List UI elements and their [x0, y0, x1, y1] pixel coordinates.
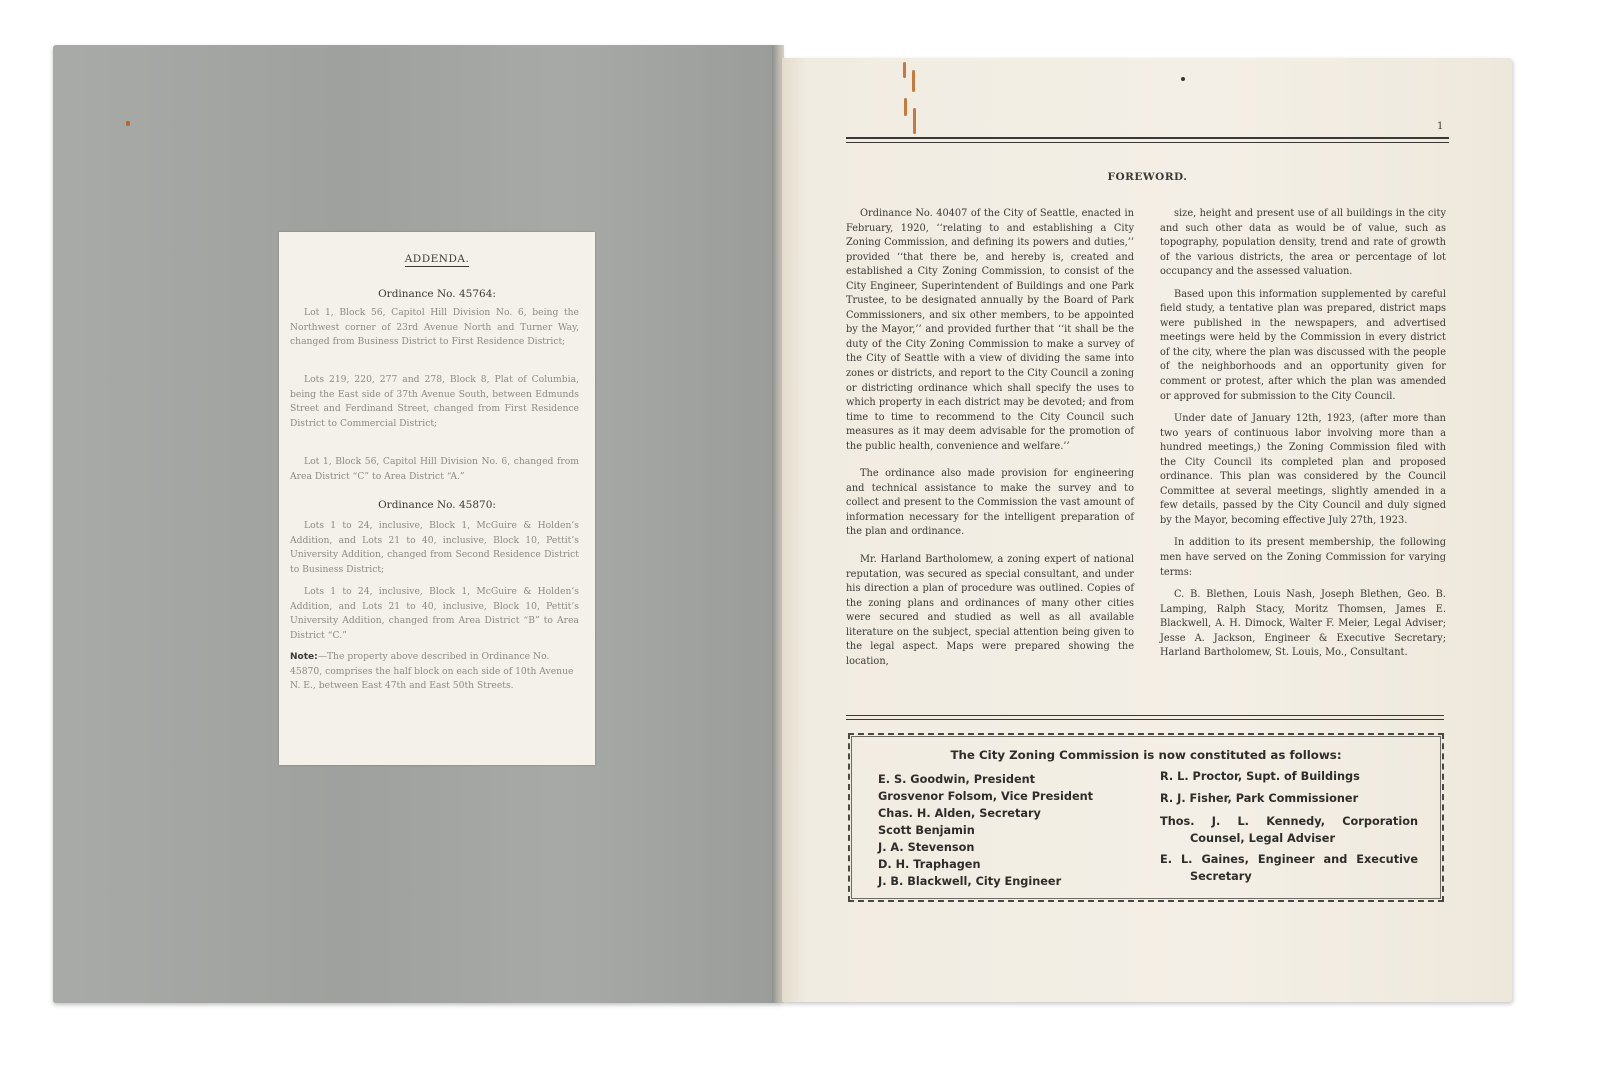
note-text: —The property above described in Ordinance No. 45870, comprises the half block on each side of 10th Avenue N. E., between East 47th and East 50th Streets.	[290, 651, 574, 692]
addenda-paragraph: Lot 1, Block 56, Capitol Hill Division No. 6, being the Northwest corner of 23rd Avenue North and Turner Way, changed from Business District to First Residence District;	[290, 307, 579, 348]
footer-rule	[846, 715, 1444, 716]
foreword-paragraph: The ordinance also made provision for engineering and technical assistance to make the survey and to collect and present to the Commission the vast amount of information necessary for the intelligent preparation of the plan and ordinance.	[846, 468, 1134, 538]
ordinance-45764-heading: Ordinance No. 45764:	[378, 288, 496, 300]
foreword-paragraph: Based upon this information supplemented by careful field study, a tentative plan was prepared, district maps were published in the newspapers, and advertised meetings were held by the Commission in every district of the city, where the plan was discussed with the people of the neighborhoods and an opportunity given for comment or protest, after which the plan was amended or approved for submission to the City Council.	[1160, 288, 1446, 402]
page-number: 1	[1437, 121, 1444, 132]
commission-member: Scott Benjamin	[878, 824, 975, 837]
commission-member: R. L. Proctor, Supt. of Buildings	[1160, 770, 1360, 783]
addenda-note	[290, 650, 579, 694]
addenda-paragraph: Lots 1 to 24, inclusive, Block 1, McGuire & Holden’s Addition, and Lots 21 to 40, inclusive, Block 10, Pettit’s University Addition, changed from Area District “B” to Area District “C.”	[290, 586, 579, 641]
commission-member: Thos. J. L. Kennedy, Corporation Counsel, Legal Adviser	[1160, 815, 1418, 845]
foreword-paragraph: In addition to its present membership, the following men have served on the Zoning Commission for varying terms:	[1160, 537, 1446, 578]
foreword-paragraph: size, height and present use of all buildings in the city and such other data as would be of value, such as topography, population density, trend and rate of growth of the various districts, the area or percentage of lot occupancy and the assessed valuation.	[1160, 208, 1446, 278]
commission-member: E. L. Gaines, Engineer and Executive Secretary	[1160, 853, 1418, 883]
commission-member: R. J. Fisher, Park Commissioner	[1160, 792, 1359, 805]
header-rule	[846, 137, 1449, 139]
addenda-title: ADDENDA.	[404, 253, 470, 265]
addenda-slip	[279, 232, 595, 765]
rust-stain	[912, 70, 915, 92]
commission-box	[848, 733, 1444, 902]
rust-stain	[913, 108, 916, 134]
header-rule	[846, 142, 1449, 143]
note-label: Note:	[290, 652, 318, 662]
foreword-paragraph: Under date of January 12th, 1923, (after more than two years of continuous labor involving more than a hundred meetings,) the Zoning Commission filed with the City Council its completed plan and proposed ordinance. This plan was considered by the Council Committee at several meetings, slightly amended in a few details, passed by the City Council and duly signed by the Mayor, becoming effective July 27th, 1923.	[1160, 413, 1446, 526]
commission-member: Grosvenor Folsom, Vice President	[878, 790, 1094, 803]
foreword-paragraph: Mr. Harland Bartholomew, a zoning expert of national reputation, was secured as special consultant, and under his direction a plan of procedure was outlined. Copies of the zoning plans and ordinances of many other cities were secured and studied as well as all available literature on the subject, special attention being given to the legal aspect. Maps were prepared showing the location,	[846, 554, 1134, 667]
ink-dot	[1181, 77, 1185, 81]
commission-member: J. B. Blackwell, City Engineer	[878, 875, 1062, 888]
foreword-right-column	[1160, 207, 1446, 661]
addenda-paragraph: Lot 1, Block 56, Capitol Hill Division No. 6, changed from Area District “C” to Area District “A.”	[290, 456, 579, 482]
cover-mark	[126, 121, 130, 126]
rust-stain	[904, 98, 907, 116]
commission-member: D. H. Traphagen	[878, 858, 981, 871]
footer-rule	[846, 719, 1444, 720]
commission-title: The City Zoning Commission is now constituted as follows:	[950, 748, 1342, 762]
foreword-paragraph: C. B. Blethen, Louis Nash, Joseph Blethen, Geo. B. Lamping, Ralph Stacy, Moritz Thomsen, James E. Blackwell, A. H. Dimock, Walter F. Meier, Legal Adviser; Jesse A. Jackson, Engineer & Executive Secretary; Harland Bartholomew, St. Louis, Mo., Consultant.	[1160, 589, 1446, 659]
commission-member: J. A. Stevenson	[878, 841, 975, 854]
commission-member: E. S. Goodwin, President	[878, 773, 1036, 786]
rust-stain	[903, 62, 906, 78]
commission-member: Chas. H. Alden, Secretary	[878, 807, 1041, 820]
foreword-left-column	[846, 207, 1134, 669]
foreword-title: FOREWORD.	[1107, 171, 1188, 183]
foreword-paragraph: Ordinance No. 40407 of the City of Seattle, enacted in February, 1920, ‘‘relating to and establishing a City Zoning Commission, and defining its powers and duties,’’ provided ‘‘that there be, and hereby is, created and established a City Zoning Commission, to consist of the City Engineer, Superintendent of Buildings and one Park Trustee, to be designated annually by the Board of Park Commissioners, and six other members, to be appointed by the Mayor,’’ and provided further that ‘‘it shall be the duty of the City Zoning Commission to make a survey of the City of Seattle with a view of dividing the same into zones or districts, and report to the City Council a zoning or districting ordinance which shall specify the uses to which property in each district may be devoted; and from time to time to recommend to the City Council such measures as it may deem advisable for the promotion of the public health, convenience and welfare.’’	[846, 208, 1134, 452]
ordinance-45870-heading: Ordinance No. 45870:	[378, 499, 496, 511]
addenda-paragraph: Lots 219, 220, 277 and 278, Block 8, Plat of Columbia, being the East side of 37th Avenue South, between Edmunds Street and Ferdinand Street, changed from First Residence District to Commercial District;	[290, 374, 579, 429]
addenda-paragraph: Lots 1 to 24, inclusive, Block 1, McGuire & Holden’s Addition, and Lots 21 to 40, inclusive, Block 10, Pettit’s University Addition, changed from Second Residence District to Business District;	[290, 520, 579, 575]
